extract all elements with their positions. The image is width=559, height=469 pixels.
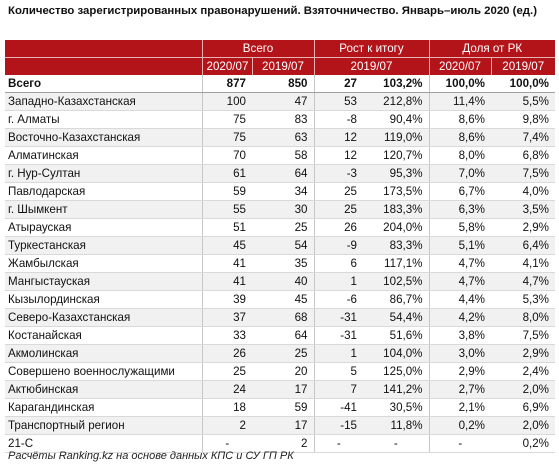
cell-share-2019: 2,4% bbox=[491, 363, 555, 381]
table-row bbox=[5, 111, 555, 129]
data-table-container bbox=[5, 40, 555, 453]
header-group-share: Доля от РК bbox=[429, 40, 555, 58]
cell-growth-diff: - bbox=[314, 435, 363, 453]
header-blank-2 bbox=[5, 58, 202, 76]
header-group-growth: Рост к итогу bbox=[314, 40, 429, 58]
cell-growth-pct: 95,3% bbox=[363, 165, 429, 183]
table-header bbox=[5, 40, 555, 75]
table-row bbox=[5, 165, 555, 183]
cell-total-2019: 58 bbox=[252, 147, 314, 165]
table-row bbox=[5, 399, 555, 417]
cell-share-2020: 8,6% bbox=[429, 129, 491, 147]
cell-total-2019: 30 bbox=[252, 201, 314, 219]
cell-share-2019: 2,9% bbox=[491, 345, 555, 363]
cell-total-2020: 18 bbox=[202, 399, 252, 417]
cell-total-2019: 35 bbox=[252, 255, 314, 273]
cell-growth-diff: 12 bbox=[314, 147, 363, 165]
cell-growth-pct: 204,0% bbox=[363, 219, 429, 237]
cell-share-2020: 4,7% bbox=[429, 255, 491, 273]
table-row-total bbox=[5, 75, 555, 93]
cell-region-name: 21-С bbox=[5, 435, 202, 453]
cell-total-2019: 20 bbox=[252, 363, 314, 381]
cell-growth-pct: 86,7% bbox=[363, 291, 429, 309]
cell-growth-diff: 53 bbox=[314, 93, 363, 111]
cell-region-name: Мангыстауская bbox=[5, 273, 202, 291]
cell-share-2020: 2,1% bbox=[429, 399, 491, 417]
table-row bbox=[5, 201, 555, 219]
cell-region-name: Северо-Казахстанская bbox=[5, 309, 202, 327]
cell-growth-pct: 119,0% bbox=[363, 129, 429, 147]
cell-total-2020: 41 bbox=[202, 273, 252, 291]
cell-share-2020: 4,7% bbox=[429, 273, 491, 291]
cell-total-2019: 59 bbox=[252, 399, 314, 417]
cell-growth-diff: 27 bbox=[314, 75, 363, 93]
table-row bbox=[5, 237, 555, 255]
cell-growth-pct: 102,5% bbox=[363, 273, 429, 291]
cell-growth-pct: 83,3% bbox=[363, 237, 429, 255]
cell-region-name: Восточно-Казахстанская bbox=[5, 129, 202, 147]
cell-share-2020: 5,1% bbox=[429, 237, 491, 255]
table-row bbox=[5, 345, 555, 363]
cell-growth-diff: 6 bbox=[314, 255, 363, 273]
cell-growth-pct: 173,5% bbox=[363, 183, 429, 201]
cell-growth-pct: 117,1% bbox=[363, 255, 429, 273]
cell-region-name: Жамбылская bbox=[5, 255, 202, 273]
cell-share-2019: 7,5% bbox=[491, 165, 555, 183]
cell-total-2019: 25 bbox=[252, 345, 314, 363]
cell-total-2019: 17 bbox=[252, 381, 314, 399]
cell-total-2019: 47 bbox=[252, 93, 314, 111]
cell-share-2019: 2,9% bbox=[491, 219, 555, 237]
cell-share-2019: 2,0% bbox=[491, 381, 555, 399]
cell-growth-diff: -6 bbox=[314, 291, 363, 309]
table-row bbox=[5, 309, 555, 327]
cell-total-2020: 45 bbox=[202, 237, 252, 255]
cell-share-2020: 8,6% bbox=[429, 111, 491, 129]
header-share-2020: 2020/07 bbox=[429, 58, 491, 76]
cell-total-2020: 51 bbox=[202, 219, 252, 237]
table-row bbox=[5, 183, 555, 201]
cell-share-2019: 2,0% bbox=[491, 417, 555, 435]
table-row bbox=[5, 363, 555, 381]
cell-region-name: Западно-Казахстанская bbox=[5, 93, 202, 111]
cell-growth-diff: 7 bbox=[314, 381, 363, 399]
cell-total-2020: 877 bbox=[202, 75, 252, 93]
header-total-2019: 2019/07 bbox=[252, 58, 314, 76]
cell-share-2019: 4,7% bbox=[491, 273, 555, 291]
cell-total-2019: 850 bbox=[252, 75, 314, 93]
source-footnote: Расчёты Ranking.kz на основе данных КПС и СУ ГП РК bbox=[8, 450, 294, 462]
cell-total-2020: 2 bbox=[202, 417, 252, 435]
header-blank bbox=[5, 40, 202, 58]
cell-region-name: г. Алматы bbox=[5, 111, 202, 129]
cell-total-2019: 68 bbox=[252, 309, 314, 327]
cell-total-2020: 70 bbox=[202, 147, 252, 165]
cell-share-2019: 0,2% bbox=[491, 435, 555, 453]
cell-total-2019: 54 bbox=[252, 237, 314, 255]
cell-share-2020: 3,0% bbox=[429, 345, 491, 363]
table-row bbox=[5, 255, 555, 273]
cell-total-2019: 2 bbox=[252, 435, 314, 453]
cell-share-2019: 8,0% bbox=[491, 309, 555, 327]
cell-region-name: Актюбинская bbox=[5, 381, 202, 399]
cell-growth-pct: 54,4% bbox=[363, 309, 429, 327]
table-row bbox=[5, 327, 555, 345]
cell-total-2019: 63 bbox=[252, 129, 314, 147]
table-row bbox=[5, 291, 555, 309]
cell-total-2020: 25 bbox=[202, 363, 252, 381]
cell-growth-diff: 1 bbox=[314, 273, 363, 291]
cell-growth-diff: -31 bbox=[314, 309, 363, 327]
cell-region-name: г. Нур-Султан bbox=[5, 165, 202, 183]
header-growth-period: 2019/07 bbox=[314, 58, 429, 76]
cell-growth-diff: 1 bbox=[314, 345, 363, 363]
cell-share-2020: 8,0% bbox=[429, 147, 491, 165]
cell-growth-diff: 25 bbox=[314, 183, 363, 201]
cell-share-2020: 7,0% bbox=[429, 165, 491, 183]
cell-total-2019: 64 bbox=[252, 165, 314, 183]
cell-share-2019: 5,5% bbox=[491, 93, 555, 111]
cell-total-2020: 55 bbox=[202, 201, 252, 219]
cell-share-2020: 6,3% bbox=[429, 201, 491, 219]
cell-region-name: Алматинская bbox=[5, 147, 202, 165]
cell-share-2019: 9,8% bbox=[491, 111, 555, 129]
cell-total-2019: 40 bbox=[252, 273, 314, 291]
cell-total-2019: 83 bbox=[252, 111, 314, 129]
cell-share-2019: 4,1% bbox=[491, 255, 555, 273]
cell-growth-diff: 12 bbox=[314, 129, 363, 147]
cell-region-name: Всего bbox=[5, 75, 202, 93]
cell-region-name: Кызылординская bbox=[5, 291, 202, 309]
cell-growth-pct: 212,8% bbox=[363, 93, 429, 111]
offenses-table bbox=[5, 40, 555, 453]
cell-region-name: г. Шымкент bbox=[5, 201, 202, 219]
cell-share-2020: 4,4% bbox=[429, 291, 491, 309]
cell-total-2020: 59 bbox=[202, 183, 252, 201]
header-total-2020: 2020/07 bbox=[202, 58, 252, 76]
cell-growth-diff: -31 bbox=[314, 327, 363, 345]
header-share-2019: 2019/07 bbox=[491, 58, 555, 76]
table-title: Количество зарегистрированных правонарушений. Взяточничество. Январь–июль 2020 (ед.) bbox=[8, 5, 537, 17]
cell-total-2020: 61 bbox=[202, 165, 252, 183]
cell-region-name: Атырауская bbox=[5, 219, 202, 237]
cell-growth-pct: 30,5% bbox=[363, 399, 429, 417]
cell-total-2020: 33 bbox=[202, 327, 252, 345]
cell-total-2019: 34 bbox=[252, 183, 314, 201]
cell-share-2020: 0,2% bbox=[429, 417, 491, 435]
cell-share-2020: 6,7% bbox=[429, 183, 491, 201]
cell-total-2020: 24 bbox=[202, 381, 252, 399]
cell-growth-diff: -9 bbox=[314, 237, 363, 255]
cell-share-2019: 4,0% bbox=[491, 183, 555, 201]
cell-growth-diff: -8 bbox=[314, 111, 363, 129]
cell-share-2020: 100,0% bbox=[429, 75, 491, 93]
cell-growth-diff: 5 bbox=[314, 363, 363, 381]
cell-total-2020: 75 bbox=[202, 111, 252, 129]
cell-growth-diff: 26 bbox=[314, 219, 363, 237]
header-group-total: Всего bbox=[202, 40, 314, 58]
cell-share-2020: 2,9% bbox=[429, 363, 491, 381]
cell-growth-pct: 90,4% bbox=[363, 111, 429, 129]
cell-growth-pct: 103,2% bbox=[363, 75, 429, 93]
cell-share-2020: 4,2% bbox=[429, 309, 491, 327]
cell-region-name: Транспортный регион bbox=[5, 417, 202, 435]
cell-growth-diff: -15 bbox=[314, 417, 363, 435]
cell-growth-pct: - bbox=[363, 435, 429, 453]
table-body bbox=[5, 75, 555, 453]
cell-share-2020: 11,4% bbox=[429, 93, 491, 111]
cell-growth-diff: -41 bbox=[314, 399, 363, 417]
cell-growth-pct: 120,7% bbox=[363, 147, 429, 165]
cell-total-2019: 64 bbox=[252, 327, 314, 345]
cell-growth-pct: 141,2% bbox=[363, 381, 429, 399]
cell-growth-pct: 125,0% bbox=[363, 363, 429, 381]
table-row bbox=[5, 147, 555, 165]
table-row bbox=[5, 219, 555, 237]
cell-share-2019: 5,3% bbox=[491, 291, 555, 309]
cell-region-name: Совершено военнослужащими bbox=[5, 363, 202, 381]
cell-share-2019: 6,8% bbox=[491, 147, 555, 165]
cell-region-name: Павлодарская bbox=[5, 183, 202, 201]
cell-total-2020: 100 bbox=[202, 93, 252, 111]
cell-region-name: Акмолинская bbox=[5, 345, 202, 363]
cell-region-name: Туркестанская bbox=[5, 237, 202, 255]
cell-region-name: Костанайская bbox=[5, 327, 202, 345]
table-row bbox=[5, 273, 555, 291]
cell-total-2020: 75 bbox=[202, 129, 252, 147]
cell-total-2019: 25 bbox=[252, 219, 314, 237]
cell-total-2019: 17 bbox=[252, 417, 314, 435]
cell-total-2020: 37 bbox=[202, 309, 252, 327]
cell-growth-pct: 104,0% bbox=[363, 345, 429, 363]
cell-growth-pct: 183,3% bbox=[363, 201, 429, 219]
cell-growth-pct: 11,8% bbox=[363, 417, 429, 435]
table-row bbox=[5, 129, 555, 147]
table-row bbox=[5, 417, 555, 435]
table-row bbox=[5, 93, 555, 111]
cell-growth-diff: 25 bbox=[314, 201, 363, 219]
cell-region-name: Карагандинская bbox=[5, 399, 202, 417]
cell-growth-pct: 51,6% bbox=[363, 327, 429, 345]
table-row bbox=[5, 381, 555, 399]
cell-share-2019: 3,5% bbox=[491, 201, 555, 219]
cell-share-2020: 2,7% bbox=[429, 381, 491, 399]
cell-total-2020: 39 bbox=[202, 291, 252, 309]
cell-share-2020: 5,8% bbox=[429, 219, 491, 237]
cell-share-2019: 7,5% bbox=[491, 327, 555, 345]
cell-share-2019: 6,9% bbox=[491, 399, 555, 417]
cell-total-2020: 41 bbox=[202, 255, 252, 273]
cell-share-2019: 100,0% bbox=[491, 75, 555, 93]
cell-total-2020: - bbox=[202, 435, 252, 453]
cell-share-2019: 6,4% bbox=[491, 237, 555, 255]
cell-total-2020: 26 bbox=[202, 345, 252, 363]
cell-total-2019: 45 bbox=[252, 291, 314, 309]
cell-share-2020: 3,8% bbox=[429, 327, 491, 345]
cell-share-2020: - bbox=[429, 435, 491, 453]
cell-share-2019: 7,4% bbox=[491, 129, 555, 147]
cell-growth-diff: -3 bbox=[314, 165, 363, 183]
